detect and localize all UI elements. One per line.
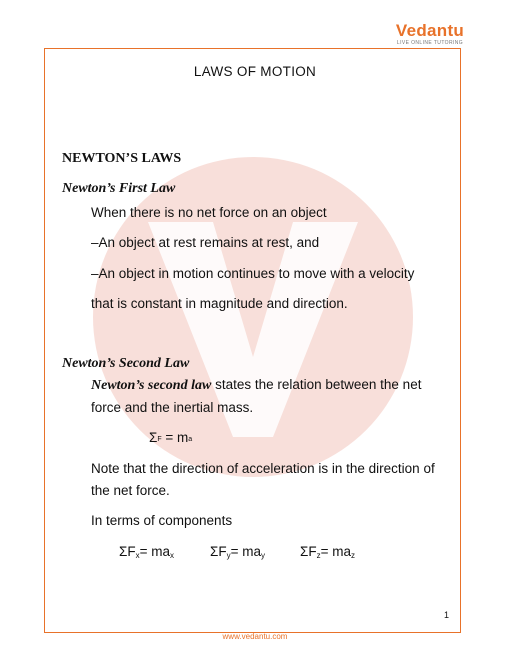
sigma-symbol: Σ bbox=[149, 430, 158, 445]
acceleration-vector-symbol: a bbox=[188, 436, 193, 443]
first-law-line-4: that is constant in magnitude and direction. bbox=[91, 296, 348, 311]
component-x-sub1: x bbox=[135, 551, 140, 560]
section-heading: NEWTON’S LAWS bbox=[62, 151, 182, 166]
component-z-sub1: z bbox=[316, 551, 321, 560]
component-y-sub1: y bbox=[226, 551, 231, 560]
page-title: LAWS OF MOTION bbox=[193, 64, 317, 79]
first-law-line-2: –An object at rest remains at rest, and bbox=[91, 235, 320, 250]
equals-m: = m bbox=[161, 430, 189, 445]
component-y-equation bbox=[210, 544, 265, 560]
first-law-line-3: –An object in motion continues to move with a velocity bbox=[91, 266, 415, 281]
component-x-prefix: ΣF bbox=[119, 544, 136, 559]
component-y-sub2: y bbox=[260, 551, 265, 560]
component-z-prefix: ΣF bbox=[300, 544, 317, 559]
component-x-equation bbox=[119, 544, 174, 560]
net-force-equation bbox=[149, 430, 192, 445]
component-y-prefix: ΣF bbox=[210, 544, 227, 559]
component-z-mid: = ma bbox=[320, 544, 351, 559]
note-line-1: Note that the direction of acceleration is in the direction of bbox=[91, 461, 435, 476]
component-x-mid: = ma bbox=[139, 544, 170, 559]
component-y-mid: = ma bbox=[230, 544, 261, 559]
second-law-heading: Newton’s Second Law bbox=[62, 356, 190, 371]
component-z-sub2: z bbox=[350, 551, 355, 560]
vedantu-logo bbox=[388, 22, 472, 48]
component-z-equation bbox=[300, 544, 355, 560]
logo-tagline: LIVE ONLINE TUTORING bbox=[396, 40, 464, 46]
note-line-2: the net force. bbox=[91, 483, 170, 498]
first-law-heading: Newton’s First Law bbox=[62, 181, 176, 196]
second-law-emphasis: Newton’s second law bbox=[91, 378, 212, 393]
watermark-logo-icon bbox=[88, 152, 418, 482]
component-x-sub2: x bbox=[169, 551, 174, 560]
second-law-intro-line2: force and the inertial mass. bbox=[91, 400, 254, 415]
components-label: In terms of components bbox=[91, 513, 233, 528]
footer-url[interactable]: www.vedantu.com bbox=[222, 632, 288, 641]
force-vector-symbol: F bbox=[157, 436, 162, 443]
first-law-line-1: When there is no net force on an object bbox=[91, 205, 327, 220]
logo-text: Vedantu bbox=[395, 21, 465, 40]
second-law-intro bbox=[91, 377, 421, 394]
second-law-intro-rest: states the relation between the net bbox=[211, 377, 422, 392]
page-number: 1 bbox=[444, 610, 450, 620]
